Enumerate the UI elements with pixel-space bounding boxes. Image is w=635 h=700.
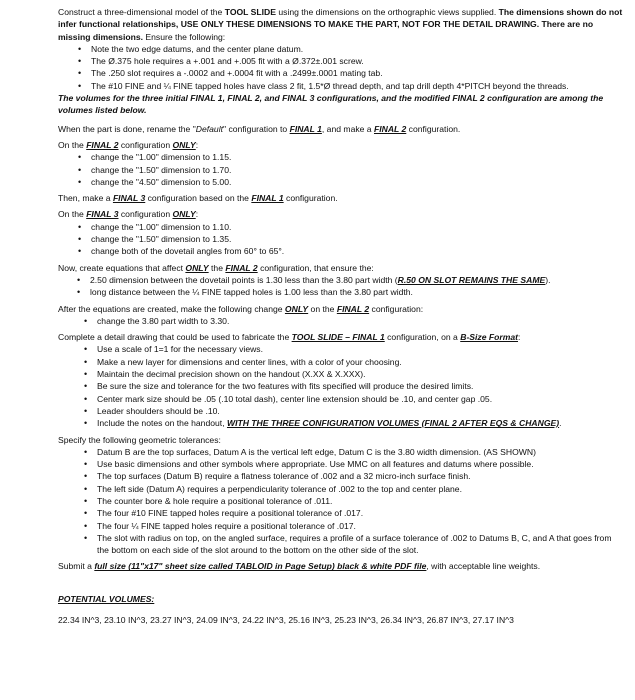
list-item: • Center mark size should be .05 (.10 total dash), center line extension should be .10, and center gap .05.	[97, 393, 625, 405]
after-equations-paragraph	[58, 303, 625, 315]
volumes-note: The volumes for the three initial FINAL 1, FINAL 2, and FINAL 3 configurations, and the modified FINAL 2 configuration are among the volumes listed below.	[58, 93, 604, 116]
config-name: FINAL 1	[251, 193, 284, 204]
list-item: • change the "1.00" dimension to 1.15.	[91, 151, 625, 163]
only-emphasis: ONLY	[172, 209, 196, 220]
text: the	[208, 262, 226, 273]
list-item: • Use a scale of 1=1 for the necessary views.	[97, 343, 625, 355]
final3-list	[58, 221, 625, 258]
intro-paragraph	[58, 6, 625, 43]
list-item: • change the "1.00" dimension to 1.10.	[91, 221, 625, 233]
final2-list	[58, 151, 625, 188]
text: , with acceptable line weights.	[426, 561, 541, 572]
only-emphasis: ONLY	[172, 139, 196, 150]
final2-heading	[58, 139, 625, 151]
final1-config-name: FINAL 1	[289, 123, 322, 134]
rename-paragraph	[58, 123, 625, 135]
part-name: TOOL SLIDE	[224, 7, 276, 17]
config-name: FINAL 3	[86, 209, 119, 220]
equations-list	[58, 274, 625, 299]
list-item: • change the 3.80 part width to 3.30.	[97, 315, 625, 327]
config-name: FINAL 2	[86, 139, 119, 150]
list-item: • The #10 FINE and ¼ FINE tapped holes have class 2 fit, 1.5*Ø thread depth, and tap drill depth 4*PITCH beyond the threads.	[91, 80, 625, 92]
geometric-tolerances-list	[58, 446, 625, 557]
slot-note: R.50 ON SLOT REMAINS THE SAME	[397, 274, 546, 285]
text: configuration.	[406, 123, 461, 134]
text: On the	[58, 139, 87, 150]
list-item: • Maintain the decimal precision shown on the handout (X.XX & X.XXX).	[97, 368, 625, 380]
text: When the part is done, rename the "	[58, 123, 196, 134]
after-equations-list	[58, 315, 625, 327]
text: on the	[308, 303, 337, 314]
text: configuration based on the	[145, 193, 252, 204]
list-item	[90, 274, 625, 286]
only-emphasis: ONLY	[284, 303, 309, 314]
submission-format: full size (11"x17" sheet size called TABLOID in Page Setup) black & white PDF file	[94, 561, 427, 572]
text: :	[195, 209, 199, 220]
text: " configuration to	[223, 123, 290, 134]
ensure-list	[58, 43, 625, 92]
list-item	[97, 417, 625, 429]
text: After the equations are created, make the following change	[58, 303, 285, 314]
list-item: • The .250 slot requires a -.0002 and +.0004 fit with a .2499±.0001 mating tab.	[91, 67, 625, 79]
list-item: • The counter bore & hole require a positional tolerance of .011.	[97, 495, 625, 507]
final3-make-paragraph	[58, 192, 625, 204]
format-name: B-Size Format	[460, 332, 519, 343]
potential-volumes-list: 22.34 IN^3, 23.10 IN^3, 23.27 IN^3, 24.09 IN^3, 24.22 IN^3, 25.16 IN^3, 25.23 IN^3, 26.34 IN^3, 26.87 IN^3, 27.17 IN^3	[58, 615, 514, 626]
text: :	[195, 139, 199, 150]
geometric-tolerances-heading: Specify the following geometric tolerances:	[58, 434, 221, 445]
text: Complete a detail drawing that could be used to fabricate the	[58, 332, 292, 343]
list-item: • long distance between the ¼ FINE tapped holes is 1.00 less than the 3.80 part width.	[90, 286, 625, 298]
config-name: FINAL 3	[112, 193, 146, 204]
text: , and make a	[321, 123, 374, 134]
text: Submit a	[58, 561, 95, 572]
text: configuration	[118, 139, 173, 150]
text: configuration	[118, 209, 173, 220]
text: Then, make a	[58, 193, 113, 204]
submit-paragraph	[58, 560, 625, 572]
volumes-requirement: WITH THE THREE CONFIGURATION VOLUMES (FINAL 2 AFTER EQS & CHANGE)	[226, 418, 560, 429]
text: :	[518, 332, 521, 343]
list-item: • Note the two edge datums, and the center plane datum.	[91, 43, 625, 55]
text: configuration, that ensure the:	[257, 262, 374, 273]
list-item: • The slot with radius on top, on the angled surface, requires a profile of a surface tolerance of .002 to Datums B, C, and A that goes from the bottom on each side of the slot around to the bottom on the other side of the slot.	[97, 532, 625, 557]
text: Include the notes on the handout,	[97, 418, 227, 429]
list-item: • change the "1.50" dimension to 1.35.	[91, 233, 625, 245]
text: On the	[58, 209, 87, 220]
text: Now, create equations that affect	[58, 262, 186, 273]
dimension-warning: The dimensions shown do not infer functional relationships, USE ONLY THESE DIMENSIONS TO MAKE THE PART, NOT FOR THE DETAIL DRAWING. There are no missing dimensions.	[58, 7, 623, 42]
list-item: • change both of the dovetail angles from 60° to 65°.	[91, 245, 625, 257]
list-item: • Use basic dimensions and other symbols where appropriate. Use MMC on all features and datums where possible.	[97, 458, 625, 470]
intro-text: Ensure the following:	[143, 31, 226, 42]
text: configuration.	[283, 193, 338, 204]
intro-text: using the dimensions on the orthographic views supplied.	[275, 7, 499, 17]
detail-list	[58, 343, 625, 429]
only-emphasis: ONLY	[185, 262, 209, 273]
list-item: • Be sure the size and tolerance for the two features with fits specified will produce the desired limits.	[97, 380, 625, 392]
default-config-name: Default	[195, 123, 223, 134]
text: 2.50 dimension between the dovetail points is 1.30 less than the 3.80 part width (	[90, 274, 398, 285]
final2-config-name: FINAL 2	[373, 123, 407, 134]
list-item: • Leader shoulders should be .10.	[97, 405, 625, 417]
intro-text: Construct a three-dimensional model of the	[58, 7, 225, 17]
list-item: • The four ¼ FINE tapped holes require a positional tolerance of .017.	[97, 520, 625, 532]
text: .	[559, 418, 562, 429]
potential-volumes-heading: POTENTIAL VOLUMES:	[58, 593, 155, 604]
list-item: • The Ø.375 hole requires a +.001 and +.005 fit with a Ø.372±.001 screw.	[91, 55, 625, 67]
text: ).	[545, 274, 551, 285]
config-name: FINAL 2	[336, 303, 370, 314]
text: configuration, on a	[384, 332, 461, 343]
detail-drawing-paragraph	[58, 331, 625, 343]
list-item: • The top surfaces (Datum B) require a flatness tolerance of .002 and a 32 micro-inch surface finish.	[97, 470, 625, 482]
list-item: • Datum B are the top surfaces, Datum A is the vertical left edge, Datum C is the 3.80 width dimension. (AS SHOWN)	[97, 446, 625, 458]
list-item: • The four #10 FINE tapped holes require a positional tolerance of .017.	[97, 507, 625, 519]
equations-paragraph	[58, 262, 625, 274]
config-name: FINAL 2	[225, 262, 258, 273]
list-item: • The left side (Datum A) requires a perpendicularity tolerance of .002 to the top and center plane.	[97, 483, 625, 495]
list-item: • change the "1.50" dimension to 1.70.	[91, 164, 625, 176]
list-item: • change the "4.50" dimension to 5.00.	[91, 176, 625, 188]
config-name: TOOL SLIDE – FINAL 1	[291, 332, 385, 343]
final3-heading	[58, 208, 625, 220]
text: configuration:	[369, 303, 424, 314]
list-item: • Make a new layer for dimensions and center lines, with a color of your choosing.	[97, 356, 625, 368]
